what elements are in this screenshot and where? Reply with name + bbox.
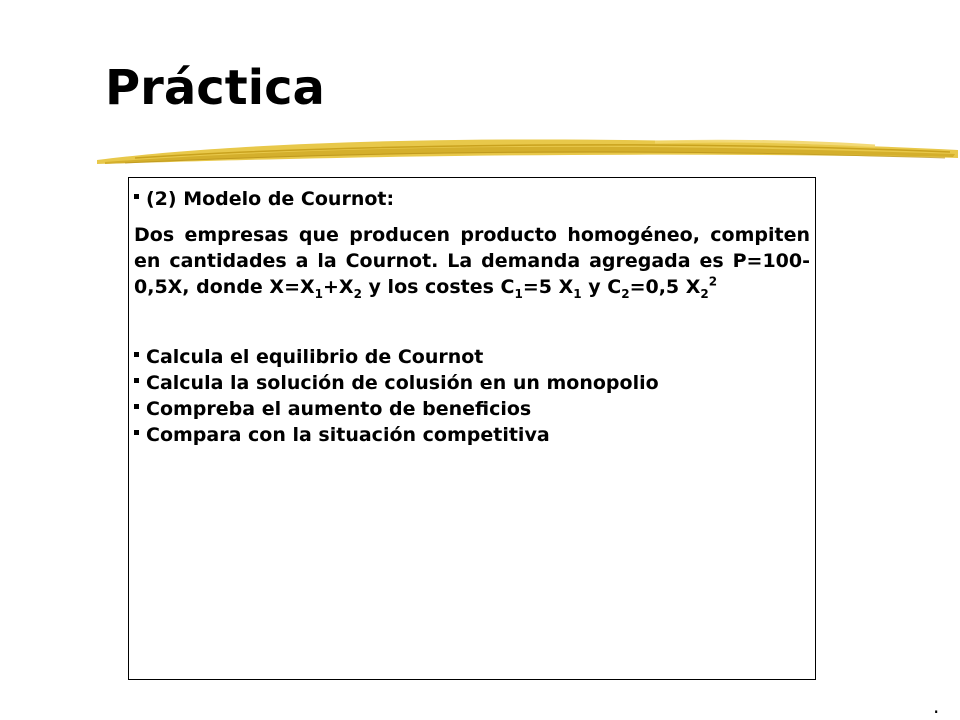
superscript: 2 (708, 274, 718, 289)
paragraph-text: Dos empresas que producen producto homogéneo, compiten en cantidades a la Cournot. La demanda agregada es P=100-0,5X, donde X=X (134, 224, 810, 298)
paragraph-text: =5 X (522, 276, 574, 298)
task-text: Calcula el equilibrio de Cournot (146, 346, 484, 368)
subscript: 2 (353, 286, 362, 301)
content-body (134, 186, 810, 448)
subscript: 1 (573, 286, 582, 301)
section-heading: (2) Modelo de Cournot: (146, 188, 395, 210)
subscript: 2 (621, 286, 630, 301)
brush-stroke-decoration (95, 120, 960, 180)
task-list (134, 344, 810, 448)
task-text: Compreba el aumento de beneficios (146, 398, 532, 420)
paragraph-text: =0,5 X (629, 276, 701, 298)
section-heading-line (134, 186, 810, 212)
problem-paragraph (134, 222, 810, 300)
paragraph-text: +X (323, 276, 354, 298)
subscript: 2 (700, 286, 709, 301)
task-item (134, 370, 810, 396)
paragraph-text: y C (581, 276, 622, 298)
subscript: 1 (514, 286, 523, 301)
task-item (134, 422, 810, 448)
square-bullet-icon (134, 194, 139, 199)
square-bullet-icon (134, 352, 139, 357)
task-text: Compara con la situación competitiva (146, 424, 550, 446)
subscript: 1 (314, 286, 323, 301)
paragraph-text: y los costes C (361, 276, 515, 298)
square-bullet-icon (134, 378, 139, 383)
square-bullet-icon (134, 404, 139, 409)
footer-mark: . (933, 694, 940, 718)
slide-title: Práctica (105, 60, 325, 116)
square-bullet-icon (134, 430, 139, 435)
task-item (134, 344, 810, 370)
task-text: Calcula la solución de colusión en un monopolio (146, 372, 659, 394)
task-item (134, 396, 810, 422)
